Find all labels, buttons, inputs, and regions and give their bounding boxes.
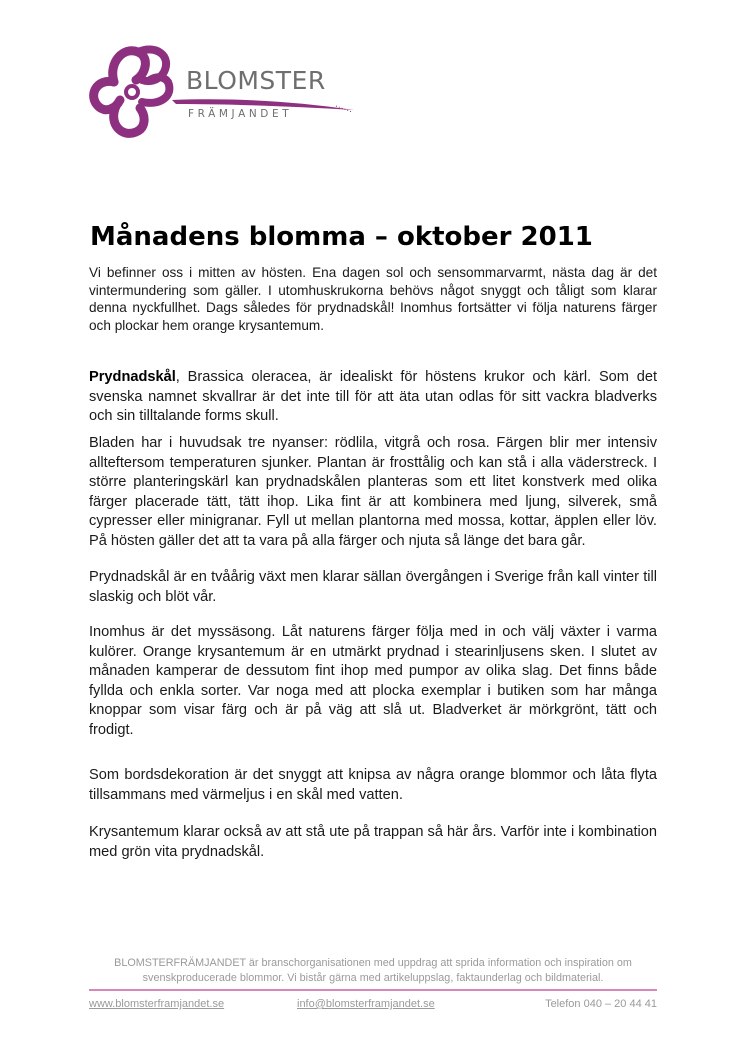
footer-website-link[interactable]: www.blomsterframjandet.se (89, 998, 225, 1010)
logo-subtitle: FRÄMJANDET (188, 108, 293, 120)
paragraph-krysantemum: Krysantemum klarar också av att stå ute på trappan så här års. Varför inte i kombination med grön vita prydnadskål. (89, 824, 657, 860)
paragraph-bladen: Bladen har i huvudsak tre nyanser: rödlila, vitgrå och rosa. Färgen blir mer intensiv allteftersom temperaturen sjunker. Plantan är frosttålig och kan stå i alla väderstreck. I större planteringskärl kan prydnadskålen planteras som ett litet konstverk med olika färger placerade tätt, tätt ihop. Lika fint är att kombinera med ljung, silverek, små cypresser eller minigranar. Fyll ut mellan plantorna med mossa, kottar, äpplen eller löv. På hösten gäller det att ta vara på alla färger och njuta så länge det bara går. (89, 435, 657, 549)
footer-divider (89, 989, 657, 991)
page-title: Månadens blomma – oktober 2011 (90, 222, 593, 252)
paragraph-tvaarig: Prydnadskål är en tvåårig växt men klarar sällan övergången i Sverige från kall vinter till slaskig och blöt vår. (89, 569, 657, 605)
footer-email-link[interactable]: info@blomsterframjandet.se (297, 998, 435, 1010)
paragraph-prydnadskal (89, 368, 657, 427)
blomsterframjandet-logo (86, 40, 366, 150)
intro-paragraph: Vi befinner oss i mitten av hösten. Ena dagen sol och sensommarvarmt, nästa dag är det vintermundering som gäller. I utomhuskrukorna behövs något snyggt och tåligt som klarar denna nyckfullhet. Dags således för prydnadskål! Inomhus fortsätter vi följa naturens färger och plockar hem orange krysantemum. (89, 265, 657, 334)
term-prydnadskal: Prydnadskål (89, 369, 176, 385)
footer-phone: Telefon 040 – 20 44 41 (545, 998, 657, 1010)
footer-text: BLOMSTERFRÄMJANDET är branschorganisationen med uppdrag att sprida information och inspiration om svenskproducerade blommor. Vi bistår gärna med artikeluppslag, faktaunderlag och bildmaterial. (114, 957, 632, 984)
paragraph-inomhus: Inomhus är det myssäsong. Låt naturens färger följa med in och välj växter i varma kulörer. Orange krysantemum är en utmärkt prydnad i stearinljusens sken. I slutet av månaden kamperar de dessutom fint ihop med pumpor av olika slag. Det finns både fyllda och enkla sorter. Var noga med att plocka exemplar i butiken som har många knoppar som visar färg och är på väg att slå ut. Bladverket är mörkgrönt, tätt och frodigt. (89, 624, 657, 738)
paragraph-prydnadskal-text: , Brassica oleracea, är idealiskt för höstens krukor och kärl. Som det svenska namnet skvallrar är det inte till för att äta utan odlas för sitt vackra bladverks och sin tilltalande forms skull. (89, 369, 657, 425)
logo-wordmark: BLOMSTER (186, 66, 326, 95)
flower-logo-icon (86, 40, 366, 150)
paragraph-bordsdekoration: Som bordsdekoration är det snyggt att knipsa av några orange blommor och låta flyta tillsammans med värmeljus i en skål med vatten. (89, 767, 657, 803)
